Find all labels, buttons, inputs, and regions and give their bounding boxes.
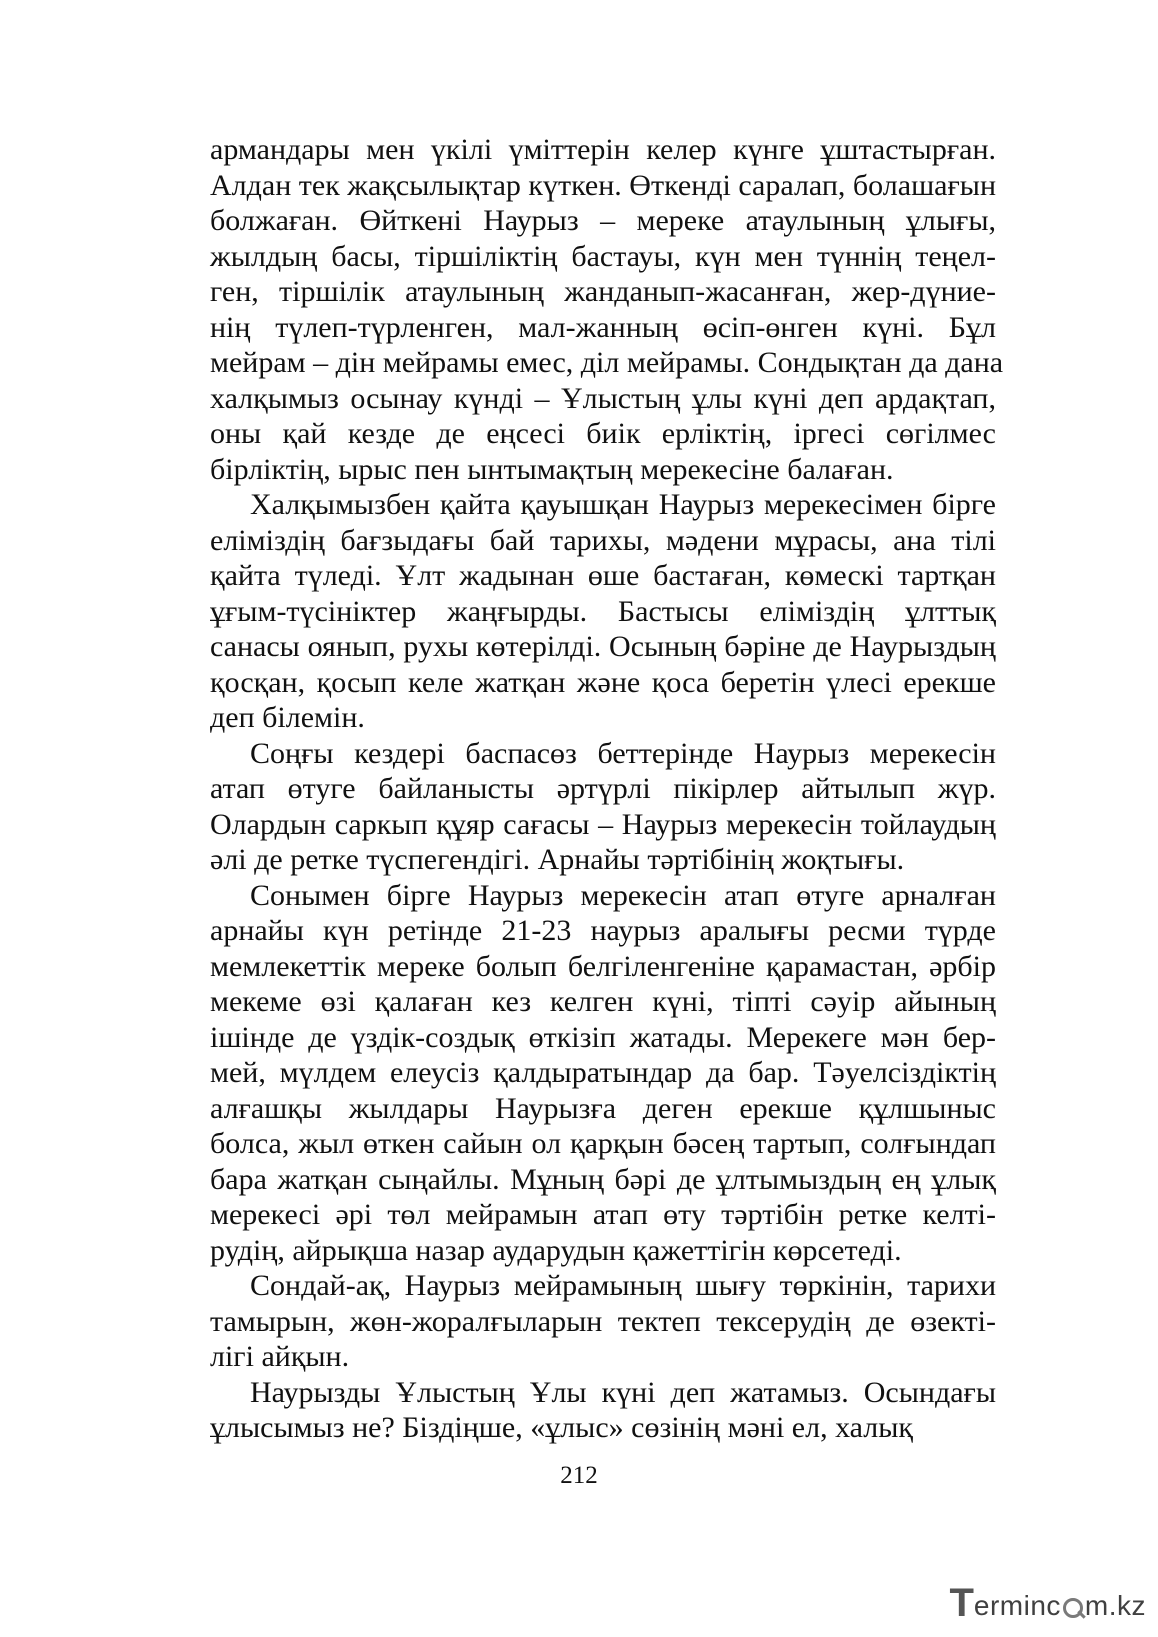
text-line: Алдан тек жақсылықтар күткен. Өткенді саралап, болашағын [210,168,996,202]
watermark-middle: erminc [973,1590,1061,1621]
text-line: арнайы күн ретінде 21-23 наурыз аралығы ресми түрде [210,914,996,947]
text-line: ұғым-түсініктер жаңғырды. Бастысы еліміздің ұлттық [210,594,996,628]
text-line: Сонымен бірге Наурыз мерекесін атап өтуге арналған [250,878,996,912]
text-line: ішінде де үздік-создық өткізіп жатады. Мерекеге мән бер- [210,1020,996,1054]
text-line: ген, тіршілік атаулының жанданып-жасанған, жер-дүние- [210,275,996,308]
page-body [210,132,1004,1446]
text-line: бірліктің, ырыс пен ынтымақтың мерекесіне балаған. [210,452,894,486]
text-line: бара жатқан сыңайлы. Мұның бәрі де ұлтымыздың ең ұлық [210,1162,996,1196]
text-line: Халқымызбен қайта қауышқан Наурыз мерекесімен бірге [250,488,996,521]
paragraph [210,1268,996,1375]
text-line: атап өтуге байланысты әртүрлі пікірлер айтылып жүр. [210,772,996,805]
text-line: Олардын саркып құяр сағасы – Наурыз мерекесін тойлаудың [210,807,996,841]
text-line: қосқан, қосып келе жатқан және қоса беретін үлесі ерекше [210,665,996,699]
text-line: алғашқы жылдары Наурызға деген ерекше құлшыныс [210,1091,996,1125]
text-line: ұлысымыз не? Біздіңше, «ұлыс» сөзінің мәні ел, халық [210,1411,913,1444]
magnifier-icon [1062,1597,1084,1619]
text-line: болса, жыл өткен сайын ол қарқын бәсең тартып, солғындап [210,1127,996,1160]
text-line: мекеме өзі қалаған кез келген күні, тіпті сәуір айының [210,985,996,1018]
text-line: мейрам – дін мейрамы емес, діл мейрамы. Сондықтан да дана [210,346,1004,379]
text-line: болжаған. Өйткені Наурыз – мереке атаулының ұлығы, [210,204,996,237]
text-line: мемлекеттік мереке болып белгіленгеніне қарамастан, әрбір [210,949,996,983]
text-line: мерекесі әрі төл мейрамын атап өту тәртібін ретке келті- [210,1198,996,1231]
text-line: мей, мүлдем елеусіз қалдыратындар да бар. Тәуелсіздіктің [210,1056,996,1089]
termincom-watermark [949,1583,1146,1623]
text-line: нің түлеп-түрленген, мал-жанның өсіп-өнген күні. Бұл [210,310,996,344]
text-line: Наурызды Ұлыстың Ұлы күні деп жатамыз. Осындағы [250,1375,996,1409]
text-line: қайта түледі. Ұлт жадынан өше бастаған, көмескі тартқан [210,559,996,592]
text-line: Сондай-ақ, Наурыз мейрамының шығу төркінін, тарихи [250,1269,996,1302]
text-line: рудің, айрықша назар аударудын қажеттігін көрсетеді. [210,1233,902,1267]
paragraph [210,487,996,736]
text-line: жылдың басы, тіршіліктің бастауы, күн мен түннің теңел- [210,239,996,273]
text-line: тамырын, жөн-жоралғыларын тектеп тексерудің де өзекті- [210,1304,996,1338]
page-number: 212 [560,1462,598,1489]
text-line: оны қай кезде де еңсесі биік ерліктің, іргесі сөгілмес [210,417,996,450]
text-line: Соңғы кездері баспасөз беттерінде Наурыз мерекесін [250,736,996,770]
text-line: халқымыз осынау күнді – Ұлыстың ұлы күні деп ардақтап, [210,381,996,415]
text-line: деп білемін. [210,701,365,734]
paragraph [210,736,996,878]
watermark-first-letter: T [949,1581,974,1625]
paragraph [210,1375,996,1446]
paragraph [210,132,1004,487]
watermark-end: m.kz [1084,1590,1146,1621]
text-line: еліміздің бағзыдағы бай тарихы, мәдени мұрасы, ана тілі [210,523,996,557]
text-line: армандары мен үкілі үміттерін келер күнге ұштастырған. [210,133,996,166]
paragraph [210,878,996,1269]
text-line: санасы оянып, рухы көтерілді. Осының бәріне де Наурыздың [210,630,996,663]
text-line: әлі де ретке түспегендігі. Арнайы тәртібінің жоқтығы. [210,843,905,876]
text-line: лігі айқын. [210,1340,350,1373]
